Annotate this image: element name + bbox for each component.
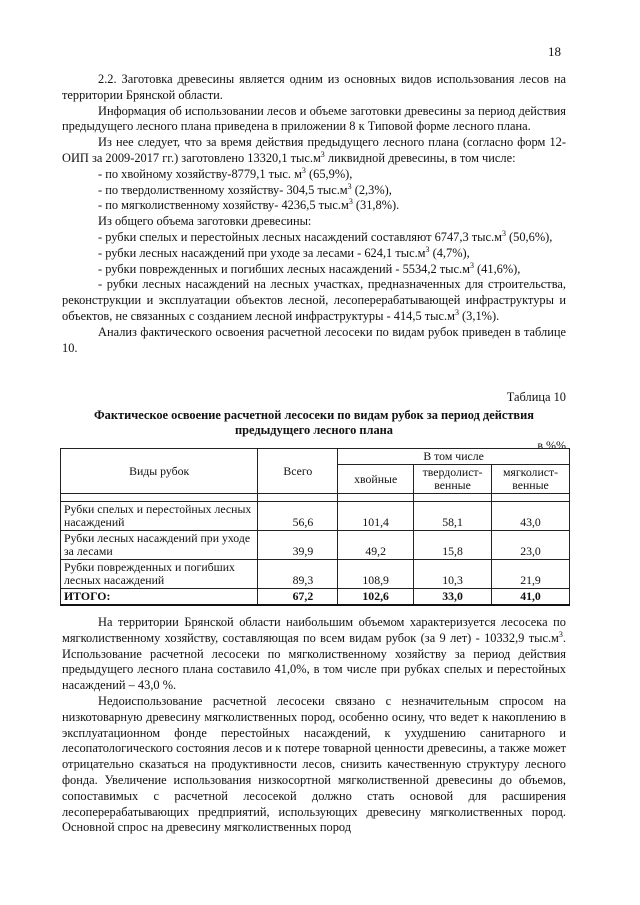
row-conifer: 49,2	[338, 531, 414, 560]
paragraph-analysis: Анализ фактического освоения расчетной лесосеки по видам рубок приведен в таблице 10.	[62, 324, 566, 355]
paragraph-from-total: Из общего объема заготовки древесины:	[98, 214, 312, 229]
total-hardwood: 33,0	[414, 589, 492, 606]
list1-item-hardwood: - по твердолиственному хозяйству- 304,5 $тыс.м^3$ (2,3%),	[98, 181, 392, 197]
row-total: 39,9	[258, 531, 338, 560]
header-conifer: хвойные	[338, 465, 414, 494]
list2-item-construction: - рубки лесных насаждений на лесных участках, предназначенных для строительства, реконструкции и эксплуатации объектов лесной, лесоперерабатывающей инфраструктуры и объектов, не связанных с созданием лесной инфраструктуры - 414,5 $тыс.м^3$ (3,1%).	[62, 277, 566, 323]
table-title: Фактическое освоение расчетной лесосеки по видам рубок за период действия предыдущего лесного плана	[94, 407, 534, 437]
total-total: 67,2	[258, 589, 338, 606]
body-text-top	[62, 72, 566, 356]
table-caption: Таблица 10	[506, 390, 566, 404]
table-unit: в %%	[537, 437, 566, 452]
page-number: 18	[548, 44, 561, 59]
table-container	[60, 448, 570, 606]
header-total: Всего	[258, 449, 338, 494]
table-total-row	[61, 589, 570, 606]
list1-item-conifer: - по хвойному хозяйству-8779,1 тыс. $м^3$ (65,9%),	[98, 165, 353, 181]
paragraph-information: Информация об использовании лесов и объеме заготовки древесины за период действия предыдущего лесного плана приведена в приложении 8 к Типовой форме лесного плана.	[62, 103, 566, 134]
table-heading-block	[62, 390, 566, 454]
body-text-bottom	[62, 615, 566, 836]
row-hardwood: 58,1	[414, 502, 492, 531]
row-hardwood: 15,8	[414, 531, 492, 560]
row-name: Рубки лесных насаждений при уходе за лесами	[61, 531, 258, 560]
row-hardwood: 10,3	[414, 560, 492, 589]
row-conifer: 108,9	[338, 560, 414, 589]
paragraph-harvesting: 2.2. Заготовка древесины является одним из основных видов использования лесов на территории Брянской области.	[62, 72, 566, 102]
table-row	[61, 531, 570, 560]
list1-item-softwood: - по мягколиственному хозяйству- 4236,5 $тыс.м^3$ (31,8%).	[98, 197, 400, 213]
header-kind: Виды рубок	[61, 449, 258, 494]
row-softwood: 23,0	[492, 531, 570, 560]
row-name: Рубки спелых и перестойных лесных насаждений	[61, 502, 258, 531]
paragraph-underuse: Недоиспользование расчетной лесосеки связано с незначительным спросом на низкотоварную древесину мягколиственных пород, особенно осину, что ведет к накоплению в эксплуатационном фонде перестойных насаждений, к ухудшению санитарного и лесопатологического состояния лесов и к потере товарной ценности древесины, а также может отрицательно сказаться на продуктивности лесов, снизить качественную структуру лесного фонда. Увеличение использования низкосортной мягколиственной древесины до объемов, сопоставимых с расчетной лесосекой должно стать основой для расширения лесоперерабатывающих предприятий, использующих древесину мягколиственных пород. Основной спрос на древесину мягколиственных пород	[62, 693, 566, 835]
spacer-row	[61, 494, 570, 502]
header-hardwood: твердолист-венные	[414, 465, 492, 494]
list2-item-mature: - рубки спелых и перестойных лесных насаждений составляют 6747,3 $тыс.м^3$ (50,6%),	[98, 228, 553, 244]
row-total: 89,3	[258, 560, 338, 589]
header-softwood: мягколист-венные	[492, 465, 570, 494]
row-softwood: 21,9	[492, 560, 570, 589]
list2-item-care: - рубки лесных насаждений при уходе за лесами - 624,1 $тыс.м^3$ (4,7%),	[98, 244, 470, 260]
row-conifer: 101,4	[338, 502, 414, 531]
paragraph-intro: Из нее следует, что за время действия предыдущего лесного плана (согласно форм 12-ОИП за 2009-2017 гг.) заготовлено 13320,1 $тыс.м^3$ ликвидной древесины, в том числе:	[62, 135, 566, 165]
list2-item-damaged: - рубки поврежденных и погибших лесных насаждений - 5534,2 $тыс.м^3$ (41,6%),	[98, 260, 521, 276]
total-name: ИТОГО:	[61, 589, 258, 606]
harvest-table	[60, 448, 570, 606]
total-softwood: 41,0	[492, 589, 570, 606]
table-row	[61, 502, 570, 531]
paragraph-softwood-volume: На территории Брянской области наибольшим объемом характеризуется лесосека по мягколиственному хозяйству, составляющая по всем видам рубок (за 9 лет) - 10332,9 $тыс.м^3$. Использование расчетной лесосеки по мягколиственному хозяйству за период действия предыдущего лесного плана составило 41,0%, в том числе при рубках спелых и перестойных насаждений – 43,0 %.	[62, 615, 566, 693]
table-row	[61, 560, 570, 589]
row-name: Рубки поврежденных и погибших лесных насаждений	[61, 560, 258, 589]
row-total: 56,6	[258, 502, 338, 531]
row-softwood: 43,0	[492, 502, 570, 531]
total-conifer: 102,6	[338, 589, 414, 606]
header-including: В том числе	[338, 449, 570, 465]
